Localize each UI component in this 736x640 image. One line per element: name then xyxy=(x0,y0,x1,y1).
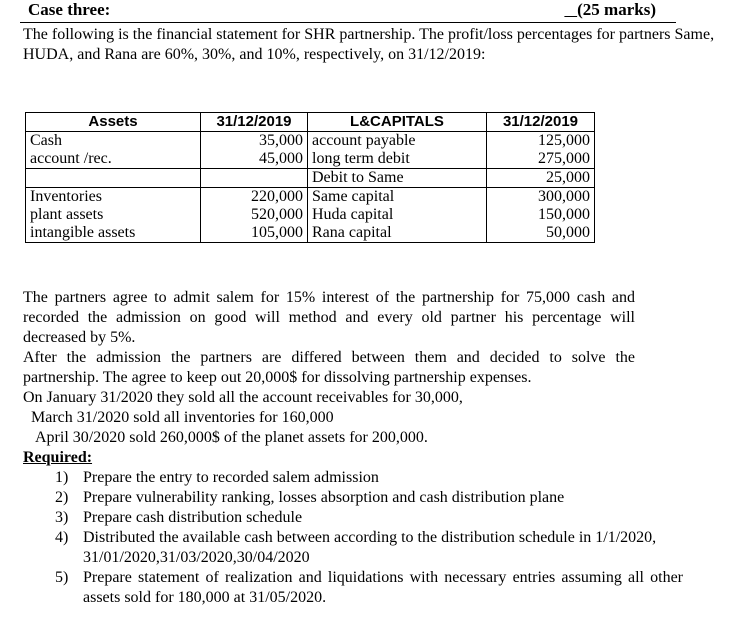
liability-value: 50,000 xyxy=(487,224,595,243)
table-row xyxy=(26,150,595,169)
case-header xyxy=(20,0,676,23)
header-assets: Assets xyxy=(26,113,201,132)
receivables-sale-line: On January 31/2020 they sold all the account receivables for 30,000, xyxy=(23,389,463,406)
list-item: 1) Prepare the entry to recorded salem admission xyxy=(55,469,379,486)
header-liabilities-capitals: L&CAPITALS xyxy=(308,113,487,132)
list-item: 5) Prepare statement of realization and liquidations with necessary entries assuming all other assets sold for 180,000 at 31/05/2020. xyxy=(55,569,683,606)
liability-name: Debit to Same xyxy=(308,169,487,188)
table-row xyxy=(26,132,595,151)
liability-name: Huda capital xyxy=(308,206,487,224)
liability-name: long term debit xyxy=(308,150,487,169)
marks-label: (25 marks) xyxy=(577,0,656,19)
asset-value: 520,000 xyxy=(201,206,308,224)
table-row xyxy=(26,188,595,207)
list-item: 2) Prepare vulnerability ranking, losses absorption and cash distribution plane xyxy=(55,489,565,506)
inventory-sale-line: March 31/2020 sold all inventories for 160,000 xyxy=(31,409,334,426)
list-item: 4) Distributed the available cash between according to the distribution schedule in 1/1/2020, 31/01/2020,31/03/2020,30/04/2020 xyxy=(55,529,657,566)
table-row xyxy=(26,169,595,188)
case-body xyxy=(23,288,723,608)
asset-name: account /rec. xyxy=(26,150,201,169)
liability-value: 150,000 xyxy=(487,206,595,224)
asset-value: 45,000 xyxy=(201,150,308,169)
intro-paragraph: The following is the financial statement for SHR partnership. The profit/loss percentages for partners Same, HUDA, and Rana are 60%, 30%, and 10%, respectively, on 31/12/2019: xyxy=(23,26,715,63)
table-row xyxy=(26,206,595,224)
table-row xyxy=(26,224,595,243)
dissolution-paragraph: After the admission the partners are differed between them and decided to solve the partnership. The agree to keep out 20,000$ for dissolving partnership expenses. xyxy=(23,349,635,386)
liability-value: 125,000 xyxy=(487,132,595,151)
table-header-row xyxy=(26,113,595,132)
list-item: 3) Prepare cash distribution schedule xyxy=(55,509,303,526)
asset-name: Cash xyxy=(26,132,201,151)
liability-name: Same capital xyxy=(308,188,487,207)
required-list xyxy=(23,468,723,608)
liability-value: 25,000 xyxy=(487,169,595,188)
asset-value xyxy=(201,169,308,188)
liability-value: 300,000 xyxy=(487,188,595,207)
header-date-2: 31/12/2019 xyxy=(487,113,595,132)
asset-value: 105,000 xyxy=(201,224,308,243)
liability-name: account payable xyxy=(308,132,487,151)
asset-name: intangible assets xyxy=(26,224,201,243)
required-heading: Required: xyxy=(23,449,93,466)
case-title: Case three: xyxy=(28,0,111,19)
header-date-1: 31/12/2019 xyxy=(201,113,308,132)
asset-value: 220,000 xyxy=(201,188,308,207)
asset-value: 35,000 xyxy=(201,132,308,151)
liability-value: 275,000 xyxy=(487,150,595,169)
plant-assets-sale-line: April 30/2020 sold 260,000$ of the planet assets for 200,000. xyxy=(35,429,428,446)
admission-paragraph: The partners agree to admit salem for 15% interest of the partnership for 75,000 cash and recorded the admission on good will method and every old partner his percentage will decreased by 5%. xyxy=(23,289,635,346)
asset-name: plant assets xyxy=(26,206,201,224)
financial-statement-table xyxy=(25,112,595,243)
asset-name: Inventories xyxy=(26,188,201,207)
liability-name: Rana capital xyxy=(308,224,487,243)
asset-name xyxy=(26,169,201,188)
